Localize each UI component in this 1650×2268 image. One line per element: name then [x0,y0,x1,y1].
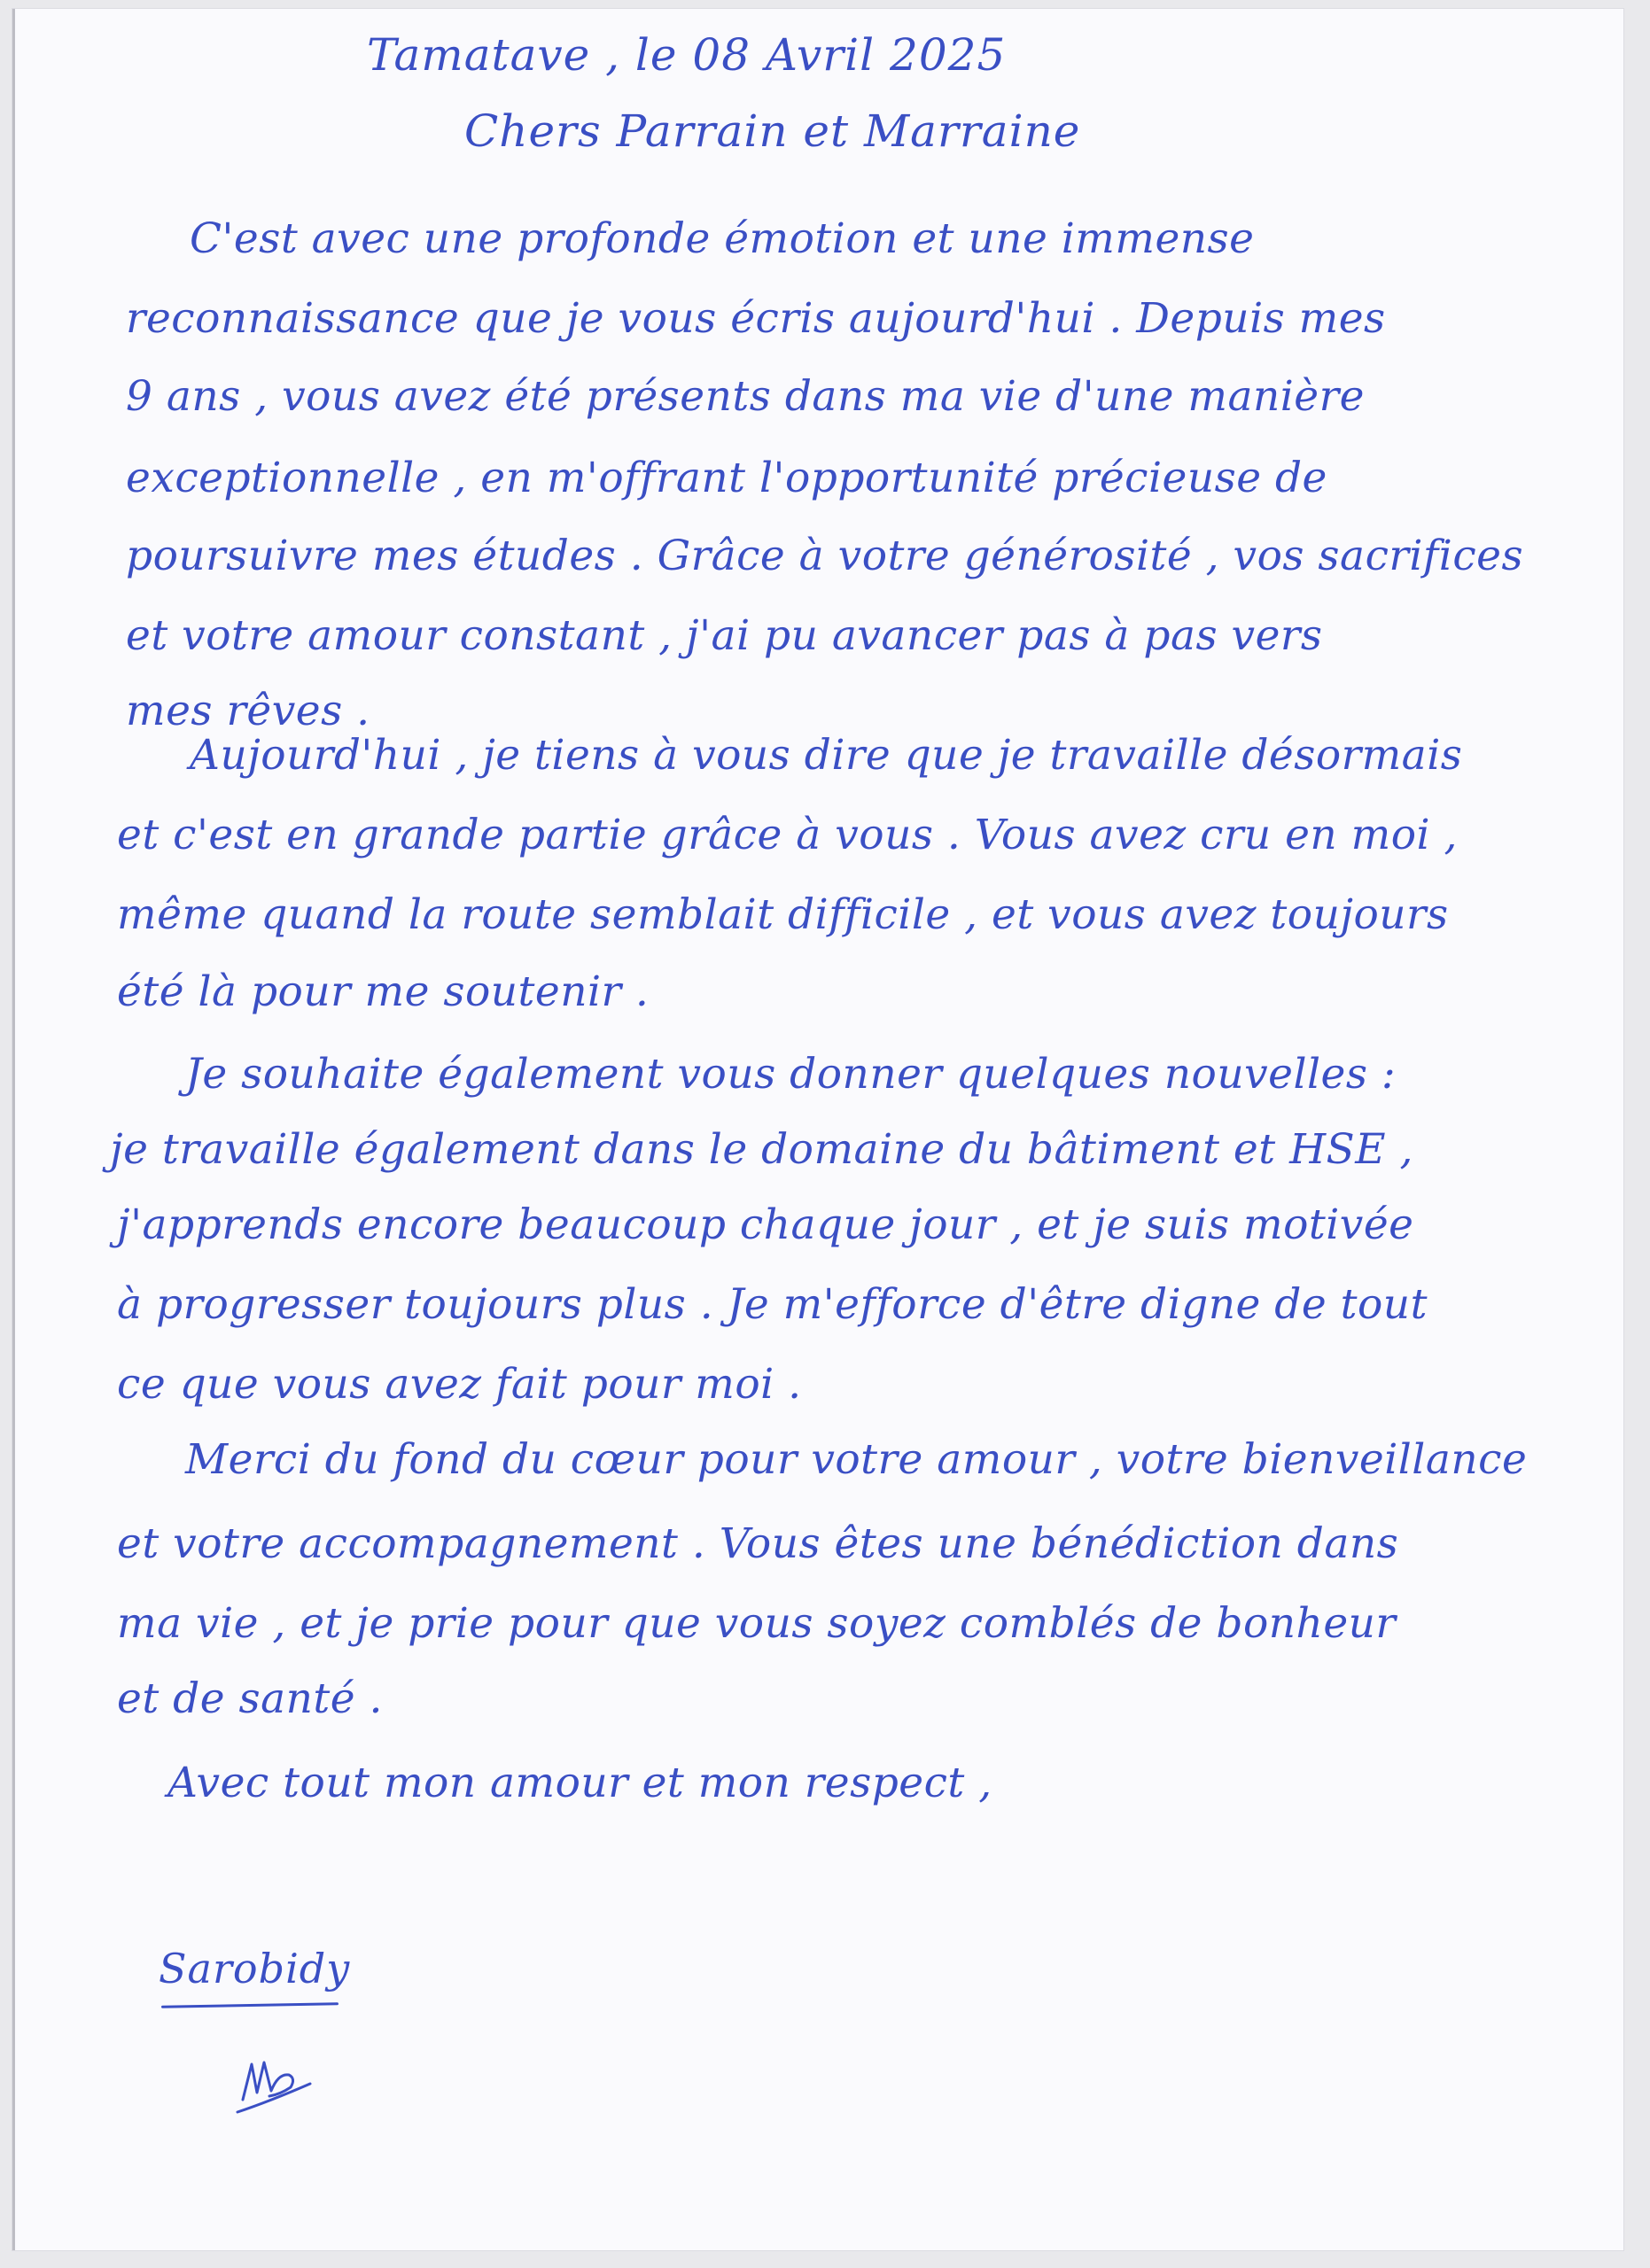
body-line: exceptionnelle , en m'offrant l'opportunité précieuse de [126,454,1327,502]
date-line: Tamatave , le 08 Avril 2025 [367,29,1007,81]
body-line: reconnaissance que je vous écris aujourd'hui . Depuis mes [126,294,1386,343]
body-line: et votre accompagnement . Vous êtes une bénédiction dans [117,1519,1399,1568]
body-line: et votre amour constant , j'ai pu avancer pas à pas vers [126,611,1323,660]
salutation: Chers Parrain et Marraine [464,105,1081,157]
body-line: été là pour me soutenir . [117,967,650,1016]
body-line: Je souhaite également vous donner quelques nouvelles : [185,1050,1397,1099]
handwritten-signature [225,2038,323,2117]
body-line: Merci du fond du cœur pour votre amour , votre bienveillance [185,1435,1528,1484]
body-line: poursuivre mes études . Grâce à votre générosité , vos sacrifices [126,532,1524,580]
body-line: et c'est en grande partie grâce à vous . Vous avez cru en moi , [117,811,1458,859]
body-line: à progresser toujours plus . Je m'efforce d'être digne de tout [117,1280,1428,1329]
body-line: je travaille également dans le domaine du bâtiment et HSE , [110,1125,1413,1174]
signature-name: Sarobidy [159,1945,351,1992]
body-line: même quand la route semblait difficile , et vous avez toujours [117,890,1449,939]
body-line: C'est avec une profonde émotion et une immense [190,214,1255,263]
body-line: 9 ans , vous avez été présents dans ma vie d'une manière [126,372,1365,421]
body-line: Aujourd'hui , je tiens à vous dire que je travaille désormais [190,731,1463,780]
body-line: Avec tout mon amour et mon respect , [167,1759,992,1807]
letter-page [12,9,1623,2250]
body-line: et de santé . [117,1674,383,1723]
body-line: mes rêves . [126,687,370,735]
signature-underline [161,2002,339,2008]
page-edge [12,9,15,2250]
body-line: j'apprends encore beaucoup chaque jour , et je suis motivée [117,1200,1414,1249]
body-line: ma vie , et je prie pour que vous soyez comblés de bonheur [117,1599,1397,1648]
body-line: ce que vous avez fait pour moi . [117,1360,802,1409]
